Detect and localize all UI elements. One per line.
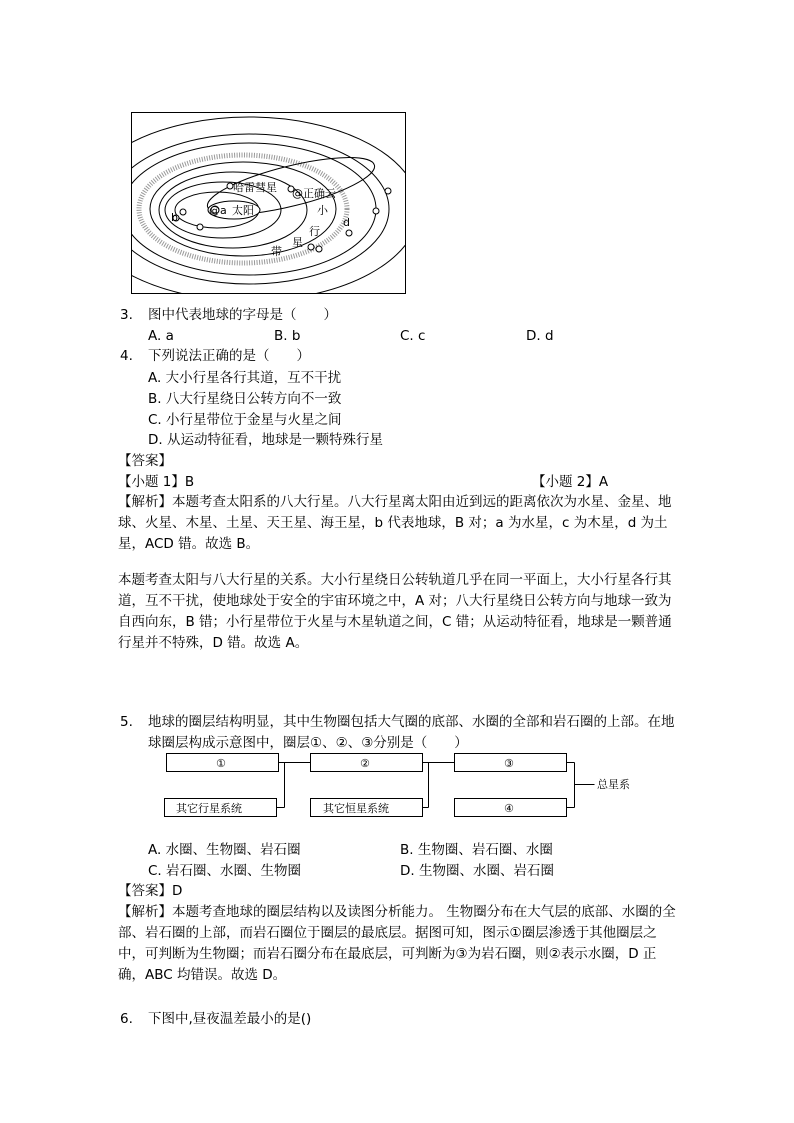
q5-analysis: 【解析】本题考查地球的圈层结构以及读图分析能力。 生物圈分布在大气层的底部、水圈的全部、岩石圈的上部，而岩石圈位于圈层的最底层。据图可知，图示①圈层渗透于其他圈层之中，可判断为生物圈；而岩石圈分布在最底层，可判断为③为岩石圈，则②表示水圈，D 正确，ABC 均错误。故选 D。 [118, 904, 676, 983]
extra-right-label: @正确云 [292, 187, 336, 200]
box-2-label: ② [360, 757, 370, 770]
other-stars-label: 其它恒星系统 [323, 802, 389, 815]
q4-option-b: B. 八大行星绕日公转方向不一致 [148, 391, 342, 407]
box-1-label: ① [216, 757, 226, 770]
asteroid-belt-label-1: 小 [317, 204, 328, 217]
earth-layers-diagram [160, 752, 650, 824]
sun-prefix-label: @a [209, 204, 227, 217]
asteroid-belt-label-2: 行 [309, 225, 320, 238]
q3-number: 3. [120, 307, 133, 323]
total-galaxy-label: 总星系 [597, 778, 630, 791]
q5-option-d: D. 生物圈、水圈、岩石圈 [400, 863, 554, 879]
sub-answer-2: 【小题 2】A [532, 474, 609, 490]
q6-stem: 下图中,昼夜温差最小的是() [148, 1011, 312, 1027]
q5-option-c: C. 岩石圈、水圈、生物圈 [148, 863, 302, 879]
q3-stem: 图中代表地球的字母是（ ） [148, 307, 337, 323]
box-4-label: ④ [504, 802, 514, 815]
q6-number: 6. [120, 1011, 133, 1027]
q3-option-a: A. a [148, 328, 174, 344]
q4-option-c: C. 小行星带位于金星与火星之间 [148, 412, 342, 428]
asteroid-belt-label-4: 带 [271, 245, 282, 258]
analysis-2: 本题考查太阳与八大行星的关系。大小行星绕日公转轨道几乎在同一平面上，大小行星各行其道，互不干扰，使地球处于安全的宇宙环境之中，A 对；八大行星绕日公转方向与地球一致为自西向东，B 错；小行星带位于火星与木星轨道之间，C 错；从运动特征看，地球是一颗普通行星并不特殊，D 错。故选 A。 [118, 572, 672, 651]
box-3-label: ③ [504, 757, 514, 770]
answer-label-1: 【答案】 [118, 453, 172, 469]
q5-stem: 地球的圈层结构明显，其中生物圈包括大气圈的底部、水圈的全部和岩石圈的上部。在地球圈层构成示意图中，圈层①、②、③分别是（ ） [148, 714, 675, 751]
asteroid-belt-label-3: 星 [292, 236, 303, 249]
label-b: b [171, 211, 178, 224]
other-planets-label: 其它行星系统 [176, 802, 242, 815]
sun-label: 太阳 [232, 204, 254, 217]
q5-answer: 【答案】D [118, 883, 183, 899]
q3-option-c: C. c [400, 328, 426, 344]
sub-answer-1: 【小题 1】B [118, 474, 195, 490]
q4-option-d: D. 从运动特征看，地球是一颗特殊行星 [148, 432, 383, 448]
analysis-1: 【解析】本题考查太阳系的八大行星。八大行星离太阳由近到远的距离依次为水星、金星、地球、火星、木星、土星、天王星、海王星，b 代表地球，B 对；a 为水星，c 为木星，d 为土星，ACD 错。故选 B。 [118, 494, 672, 552]
q5-option-a: A. 水圈、生物圈、岩石圈 [148, 842, 301, 858]
q3-option-b: B. b [274, 328, 301, 344]
q4-stem: 下列说法正确的是（ ） [148, 348, 310, 364]
q4-number: 4. [120, 348, 133, 364]
label-d: d [343, 216, 350, 229]
q4-option-a: A. 大小行星各行其道，互不干扰 [148, 370, 342, 386]
q5-number: 5. [120, 714, 133, 730]
q5-option-b: B. 生物圈、岩石圈、水圈 [400, 842, 553, 858]
q3-option-d: D. d [526, 328, 554, 344]
solar-system-figure [131, 112, 407, 295]
halley-label: 哈雷彗星 [233, 181, 277, 194]
